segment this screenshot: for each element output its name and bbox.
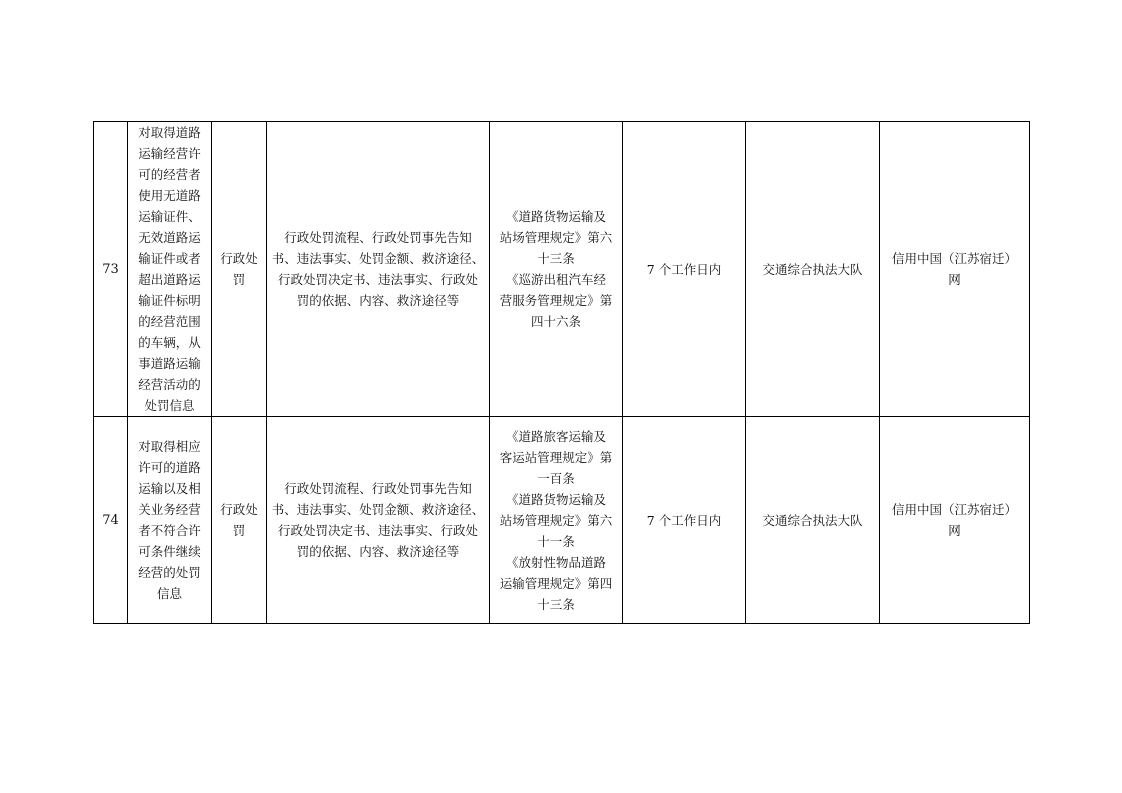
item-text: 对取得道路 运输经营许 可的经营者 使用无道路 运输证件、 无效道路运 输证件或者 超出道路运 输证件标明 的经营范围 的车辆，从 事道路运输 经营活动的 处罚信息 — [138, 125, 201, 413]
item-cell — [128, 417, 212, 624]
basis-cell — [490, 122, 623, 417]
channel-text: 信用中国（江苏宿迁） 网 — [891, 502, 1017, 538]
time-limit-cell — [623, 417, 746, 624]
time-limit-cell — [623, 122, 746, 417]
channel-cell — [880, 122, 1030, 417]
time-limit-text: 7 个工作日内 — [646, 261, 722, 277]
row-number-cell — [94, 417, 128, 624]
content-text: 行政处罚流程、行政处罚事先告知 书、违法事实、处罚金额、救济途径、 行政处罚决定书、违法事实、行政处 罚的依据、内容、救济途径等 — [271, 230, 485, 308]
basis-text: 《道路旅客运输及 客运站管理规定》第 一百条 《道路货物运输及 站场管理规定》第六 十一条 《放射性物品道路 运输管理规定》第四 十三条 — [499, 428, 613, 612]
row-number: 74 — [102, 512, 119, 528]
category-cell — [212, 122, 267, 417]
department-text: 交通综合执法大队 — [762, 512, 863, 528]
basis-cell — [490, 417, 623, 624]
time-limit-text: 7 个工作日内 — [646, 512, 722, 528]
channel-cell — [880, 417, 1030, 624]
row-number: 73 — [102, 261, 119, 277]
category-cell — [212, 417, 267, 624]
category-text: 行政处 罚 — [220, 251, 258, 287]
content-text: 行政处罚流程、行政处罚事先告知 书、违法事实、处罚金额、救济途径、 行政处罚决定书、违法事实、行政处 罚的依据、内容、救济途径等 — [271, 481, 485, 559]
department-cell — [746, 122, 880, 417]
table-row — [94, 417, 1030, 624]
department-text: 交通综合执法大队 — [762, 261, 863, 277]
item-cell — [128, 122, 212, 417]
category-text: 行政处 罚 — [220, 502, 258, 538]
disclosure-table — [93, 121, 1030, 624]
table-row — [94, 122, 1030, 417]
channel-text: 信用中国（江苏宿迁） 网 — [891, 251, 1017, 287]
content-cell — [267, 122, 490, 417]
basis-text: 《道路货物运输及 站场管理规定》第六 十三条 《巡游出租汽车经 营服务管理规定》第 四十六条 — [499, 209, 613, 329]
content-cell — [267, 417, 490, 624]
item-text: 对取得相应 许可的道路 运输以及相 关业务经营 者不符合许 可条件继续 经营的处罚 信息 — [138, 439, 201, 601]
department-cell — [746, 417, 880, 624]
row-number-cell — [94, 122, 128, 417]
